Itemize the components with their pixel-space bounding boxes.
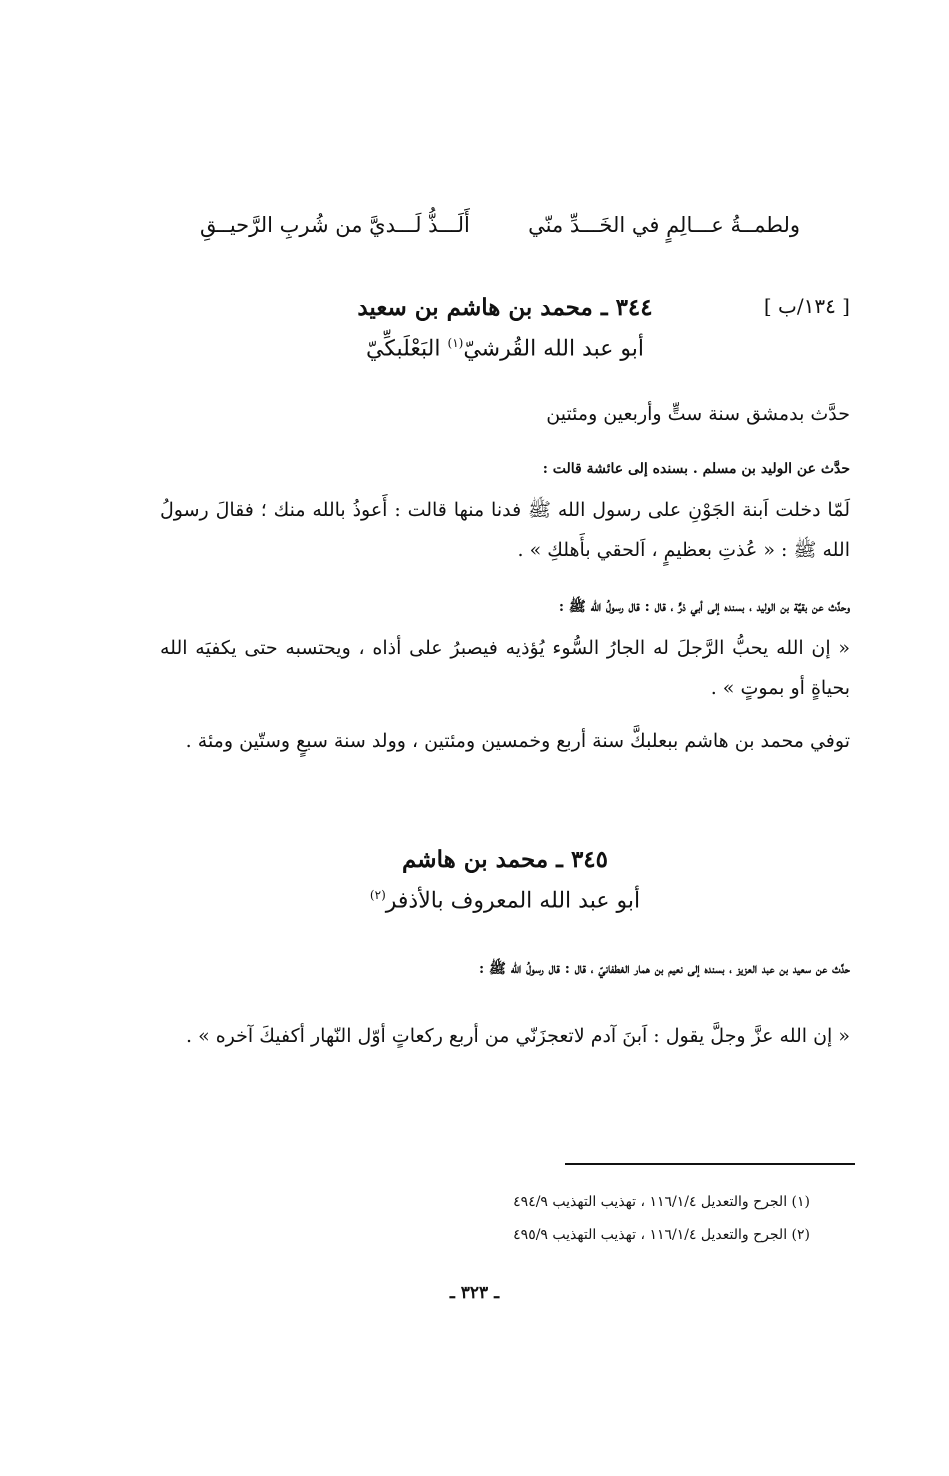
poem-hemistich-right: ولطمــةُ عـــالِمٍ في الخَـــدِّ منّي bbox=[528, 213, 800, 237]
entry-344-nisba: البَعْلَبكِّيّ bbox=[366, 336, 441, 362]
entry-344-header bbox=[160, 294, 850, 321]
manuscript-folio-ref: [ ١٣٤/ب ] bbox=[763, 294, 850, 318]
entry-344-isnad-2: وحدَّث عن بقيَّة بن الوليد ، بسنده إلى أبي ذرٍّ ، قال : قال رسولُ الله ﷺ : bbox=[558, 599, 850, 615]
entry-345-title: ٣٤٥ ـ محمد بن هاشم bbox=[402, 846, 608, 873]
page-number: ـ ٣٢٣ ـ bbox=[449, 1283, 500, 1303]
entry-344-kunya: أبو عبد الله القُرشيّ bbox=[463, 336, 644, 362]
poem-verse bbox=[200, 205, 800, 245]
entry-344-title: ٣٤٤ ـ محمد بن هاشم بن سعيد bbox=[357, 294, 653, 321]
entry-344-paragraph-2: لَمّا دخلت اَبنة الجَوْنِ على رسول الله ﷺ فدنا منها قالت : أَعوذُ بالله منك ؛ فقالَ رسولُ الله ﷺ : « عُذتِ بعظيمٍ ، اَلحقي بأَهلكِ » . bbox=[160, 499, 850, 561]
poem-hemistich-left: أَلَـــذُّ لَـــديَّ من شُربِ الرَّحيــقِ bbox=[200, 213, 470, 237]
footnote-2: (٢) الجرح والتعديل ١١٦/١/٤ ، تهذيب التهذيب ٤٩٥/٩ bbox=[513, 1227, 810, 1243]
footnote-ref-1[interactable]: (١) bbox=[447, 336, 464, 350]
entry-345-paragraph-1: « إن الله عزَّ وجلَّ يقول : اَبنَ آدم لاتعجزَنّي من أربع ركعاتٍ أوّل النّهار أكفيكَ آخره » . bbox=[185, 1025, 850, 1047]
entry-344-paragraph-3: « إن الله يحبُّ الرَّجلَ له الجارُ السُّوء يُؤذيه فيصبرُ على أذاه ، ويحتسبه حتى يكفيَه الله بحياةٍ أو بموتٍ » . bbox=[160, 637, 850, 699]
footnote-ref-2[interactable]: (٢) bbox=[369, 888, 386, 902]
entry-345-kunya: أبو عبد الله المعروف بالأذفر bbox=[385, 888, 641, 914]
entry-345-subtitle bbox=[160, 888, 850, 913]
footnote-1: (١) الجرح والتعديل ١١٦/١/٤ ، تهذيب التهذيب ٤٩٤/٩ bbox=[513, 1194, 810, 1210]
entry-345-header bbox=[160, 846, 850, 873]
footnote-divider bbox=[565, 1163, 855, 1165]
entry-344-paragraph-4: توفي محمد بن هاشم ببعلبكَّ سنة أربع وخمسين ومئتين ، وولد سنة سبعٍ وستّين ومئة . bbox=[185, 730, 850, 752]
entry-344-isnad-1: حدَّث عن الوليد بن مسلم . بسنده إلى عائشة قالت : bbox=[542, 461, 850, 477]
entry-345-isnad: حدَّث عن سعيد بن عبد العزيز ، بسنده إلى نعيم بن همار الغطفانيّ ، قال : قال رسولُ الله ﷺ : bbox=[478, 961, 850, 977]
entry-344-paragraph-1: حدَّث بدمشق سنة ستٍّ وأربعين ومئتين bbox=[546, 403, 850, 425]
entry-344-subtitle bbox=[160, 336, 850, 361]
